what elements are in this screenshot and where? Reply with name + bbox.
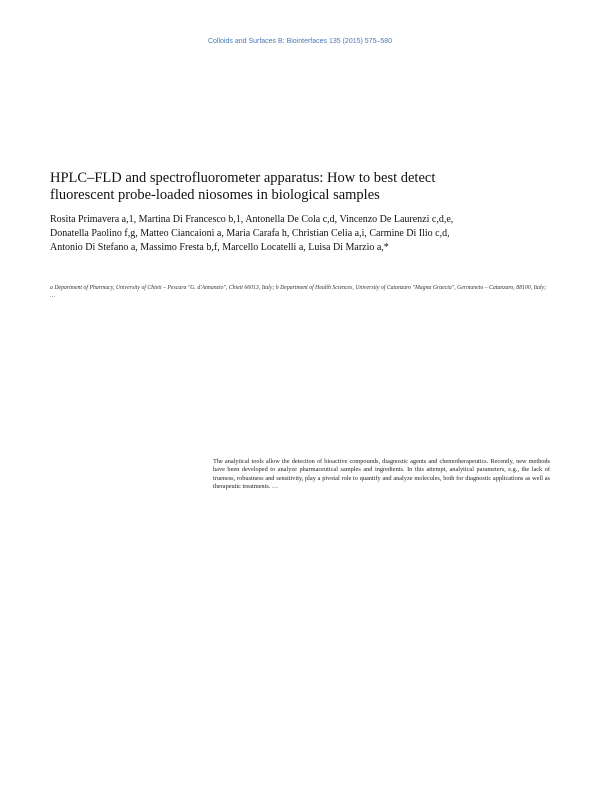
affiliation-list: a Department of Pharmacy, University of Chieti – Pescara "G. d'Annunzio", Chieti 66013, Italy; b Department of Health Sciences, University of Catanzaro "Magna Graecia", Germaneto – Catanzaro, 88100, Italy; … — [50, 285, 547, 299]
abstract-body: The analytical tools allow the detection of bioactive compounds, diagnostic agents and chemotherapeutics. Recently, new methods have been developed to analyze pharmaceutical samples and ingredients. In this attempt, analytical parameters, e.g., the lack of trueness, robustness and sensitivity, play a pivotal role to quantify and analyze molecules, both for diagnostic applications as well as therapeutic treatments. … — [213, 458, 550, 491]
author-list: Rosita Primavera a,1, Martina Di Francesco b,1, Antonella De Cola c,d, Vincenzo De Laurenzi c,d,e, Donatella Paolino f,g, Matteo Ciancaioni a, Maria Carafa h, Christian Celia a,i, Carmine Di Ilio c,d, Antonio Di Stefano a, Massimo Fresta b,f, Marcello Locatelli a, Luisa Di Marzio a,* — [50, 214, 454, 253]
journal-citation[interactable]: Colloids and Surfaces B: Biointerfaces 135 (2015) 575–580 — [207, 38, 393, 45]
paper-title: HPLC–FLD and spectrofluorometer apparatus: How to best detect fluorescent probe-loaded niosomes in biological samples — [50, 170, 436, 203]
